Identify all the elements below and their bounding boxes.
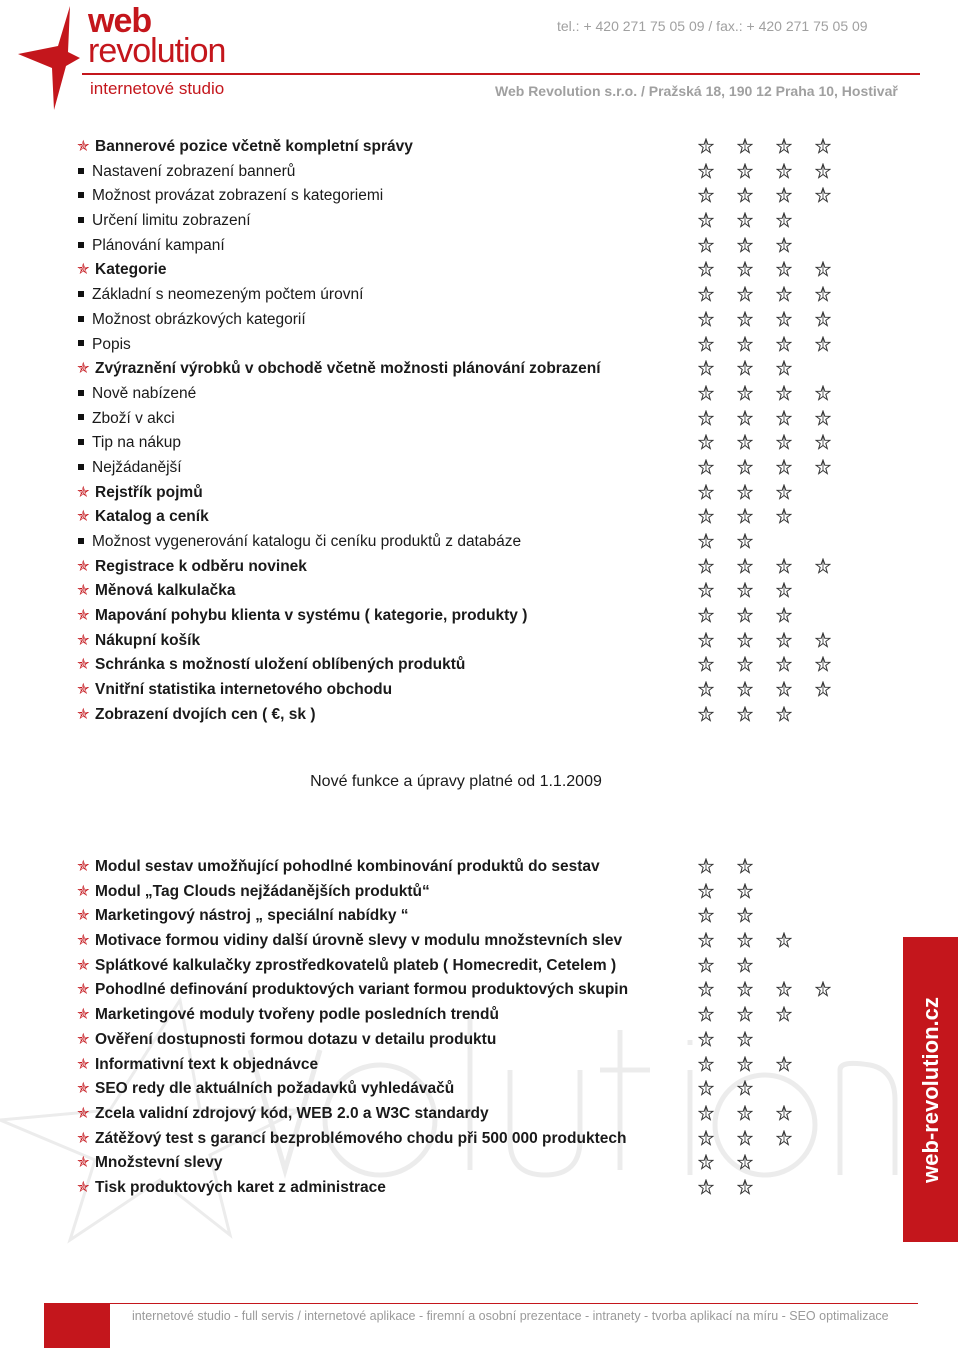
- red-star-bullet-icon: ✯: [77, 858, 90, 875]
- feature-text: Určení limitu zobrazení: [92, 212, 251, 230]
- feature-row: [76, 505, 856, 530]
- feature-label: [76, 234, 225, 258]
- rating-star-icon: [698, 360, 714, 376]
- rating-star-icon: [737, 883, 753, 899]
- feature-text: Zboží v akci: [92, 409, 175, 427]
- feature-text: Schránka s možností uložení oblíbených produktů: [95, 656, 466, 674]
- rating-star-icon: [776, 410, 792, 426]
- rating-star-icon: [776, 656, 792, 672]
- rating-star-icon: [815, 558, 831, 574]
- header-divider: [82, 73, 920, 75]
- feature-label: [76, 135, 413, 159]
- feature-row: [76, 283, 856, 308]
- rating-star-icon: [776, 1105, 792, 1121]
- rating-star-icon: [737, 607, 753, 623]
- feature-row: [76, 904, 856, 929]
- rating-star-icon: [776, 138, 792, 154]
- red-star-bullet-icon: ✯: [77, 1080, 90, 1098]
- rating-star-icon: [737, 907, 753, 923]
- feature-label: [76, 456, 182, 480]
- feature-row: [76, 1151, 856, 1176]
- red-star-bullet-icon: ✯: [77, 1030, 90, 1048]
- feature-row: [76, 308, 856, 333]
- feature-text: Tisk produktových karet z administrace: [95, 1178, 386, 1196]
- rating-star-icon: [737, 981, 753, 997]
- feature-label: [76, 1176, 386, 1200]
- rating-star-icon: [698, 1130, 714, 1146]
- feature-row: [76, 1003, 856, 1028]
- rating-star-icon: [698, 1080, 714, 1096]
- feature-row: [76, 481, 856, 506]
- rating-star-icon: [698, 410, 714, 426]
- rating-star-icon: [737, 286, 753, 302]
- feature-text: Bannerové pozice včetně kompletní správy: [95, 138, 413, 155]
- rating-star-icon: [737, 1006, 753, 1022]
- red-star-bullet-icon: ✯: [77, 656, 90, 674]
- square-bullet-icon: [78, 414, 84, 420]
- side-badge-text: web-revolution.cz: [917, 996, 943, 1183]
- rating-star-icon: [698, 237, 714, 253]
- rating-star-icon: [815, 286, 831, 302]
- rating-star-icon: [737, 681, 753, 697]
- feature-text: Nejžádanější: [92, 458, 182, 476]
- red-star-bullet-icon: ✯: [77, 261, 90, 279]
- feature-row: [76, 184, 856, 209]
- rating-star-icon: [698, 1031, 714, 1047]
- feature-text: Možnost obrázkových kategorií: [92, 310, 306, 328]
- square-bullet-icon: [78, 538, 84, 544]
- rating-star-icon: [815, 261, 831, 277]
- feature-label: [76, 978, 628, 1002]
- feature-row: [76, 456, 856, 481]
- rating-star-icon: [815, 459, 831, 475]
- rating-star-icon: [698, 286, 714, 302]
- rating-star-icon: [737, 336, 753, 352]
- rating-star-icon: [698, 932, 714, 948]
- rating-star-icon: [815, 138, 831, 154]
- rating-star-icon: [698, 508, 714, 524]
- feature-label: [76, 604, 527, 628]
- feature-label: [76, 855, 600, 879]
- rating-star-icon: [776, 607, 792, 623]
- rating-star-icon: [737, 261, 753, 277]
- feature-row: [76, 703, 856, 728]
- red-star-bullet-icon: ✯: [77, 681, 90, 699]
- square-bullet-icon: [78, 242, 84, 248]
- rating-star-icon: [776, 981, 792, 997]
- rating-star-icon: [737, 385, 753, 401]
- feature-text: Kategorie: [95, 261, 167, 279]
- feature-row: [76, 160, 856, 185]
- rating-star-icon: [737, 1105, 753, 1121]
- feature-label: [76, 481, 203, 505]
- rating-star-icon: [698, 1105, 714, 1121]
- feature-text: Informativní text k objednávce: [95, 1055, 319, 1073]
- rating-star-icon: [698, 582, 714, 598]
- feature-label: [76, 530, 521, 554]
- rating-star-icon: [737, 858, 753, 874]
- feature-text: Základní s neomezeným počtem úrovní: [92, 286, 364, 304]
- rating-star-icon: [815, 410, 831, 426]
- feature-row: [76, 407, 856, 432]
- rating-star-icon: [815, 385, 831, 401]
- feature-label: [76, 1003, 499, 1027]
- square-bullet-icon: [78, 464, 84, 470]
- rating-star-icon: [776, 311, 792, 327]
- rating-star-icon: [737, 656, 753, 672]
- rating-star-icon: [776, 212, 792, 228]
- square-bullet-icon: [78, 192, 84, 198]
- rating-star-icon: [698, 1006, 714, 1022]
- feature-label: [76, 629, 200, 653]
- footer-block: [44, 1303, 110, 1348]
- rating-star-icon: [776, 163, 792, 179]
- feature-row: [76, 1028, 856, 1053]
- red-star-bullet-icon: ✯: [77, 1154, 90, 1172]
- feature-row: [76, 555, 856, 580]
- rating-star-icon: [737, 459, 753, 475]
- rating-star-icon: [737, 163, 753, 179]
- square-bullet-icon: [78, 340, 84, 346]
- rating-star-icon: [737, 484, 753, 500]
- rating-star-icon: [776, 484, 792, 500]
- rating-star-icon: [698, 907, 714, 923]
- red-star-bullet-icon: ✯: [77, 582, 90, 600]
- red-star-bullet-icon: ✯: [77, 360, 90, 378]
- feature-label: [76, 357, 601, 381]
- square-bullet-icon: [78, 439, 84, 445]
- rating-star-icon: [776, 706, 792, 722]
- feature-text: Katalog a ceník: [95, 508, 209, 526]
- feature-label: [76, 929, 622, 953]
- rating-star-icon: [815, 163, 831, 179]
- rating-star-icon: [698, 187, 714, 203]
- red-star-bullet-icon: ✯: [77, 932, 90, 950]
- rating-star-icon: [815, 681, 831, 697]
- rating-star-icon: [737, 932, 753, 948]
- rating-star-icon: [698, 434, 714, 450]
- rating-star-icon: [698, 212, 714, 228]
- feature-label: [76, 954, 616, 978]
- rating-star-icon: [698, 385, 714, 401]
- rating-star-icon: [698, 1154, 714, 1170]
- feature-text: Modul sestav umožňující pohodlné kombinování produktů do sestav: [95, 858, 600, 875]
- rating-star-icon: [737, 957, 753, 973]
- rating-star-icon: [698, 981, 714, 997]
- logo-word-revolution: revolution: [88, 32, 226, 70]
- feature-row: [76, 431, 856, 456]
- feature-row: [76, 258, 856, 283]
- rating-star-icon: [737, 582, 753, 598]
- feature-label: [76, 653, 465, 677]
- square-bullet-icon: [78, 390, 84, 396]
- rating-star-icon: [737, 138, 753, 154]
- feature-text: Zobrazení dvojích cen ( €, sk ): [95, 705, 316, 723]
- feature-row: [76, 678, 856, 703]
- feature-label: [76, 160, 295, 184]
- feature-text: Marketingový nástroj „ speciální nabídky “: [95, 907, 409, 925]
- feature-label: [76, 1053, 318, 1077]
- rating-star-icon: [737, 533, 753, 549]
- red-star-bullet-icon: ✯: [77, 956, 90, 974]
- red-star-bullet-icon: ✯: [77, 1104, 90, 1122]
- feature-text: Plánování kampaní: [92, 236, 225, 254]
- red-star-bullet-icon: ✯: [77, 1129, 90, 1147]
- feature-row: [76, 209, 856, 234]
- rating-star-icon: [737, 706, 753, 722]
- feature-row: [76, 333, 856, 358]
- rating-star-icon: [698, 533, 714, 549]
- rating-star-icon: [698, 607, 714, 623]
- rating-star-icon: [698, 336, 714, 352]
- feature-row: [76, 855, 856, 880]
- feature-text: Možnost vygenerování katalogu či ceníku produktů z databáze: [92, 533, 522, 550]
- feature-row: [76, 135, 856, 160]
- feature-label: [76, 678, 392, 702]
- rating-star-icon: [776, 237, 792, 253]
- feature-label: [76, 1127, 626, 1151]
- feature-text: Ověření dostupnosti formou dotazu v detailu produktu: [95, 1030, 497, 1048]
- red-star-bullet-icon: ✯: [77, 1055, 90, 1073]
- red-star-bullet-icon: ✯: [77, 1006, 90, 1024]
- rating-star-icon: [815, 336, 831, 352]
- rating-star-icon: [776, 1056, 792, 1072]
- logo-star-icon: [18, 6, 80, 110]
- feature-text: Zvýraznění výrobků v obchodě včetně možnosti plánování zobrazení: [95, 360, 601, 378]
- feature-label: [76, 184, 383, 208]
- rating-star-icon: [737, 410, 753, 426]
- rating-star-icon: [776, 187, 792, 203]
- rating-star-icon: [698, 311, 714, 327]
- feature-label: [76, 703, 316, 727]
- rating-star-icon: [776, 385, 792, 401]
- feature-text: Pohodlné definování produktových variant formou produktových skupin: [95, 981, 629, 999]
- rating-star-icon: [698, 163, 714, 179]
- rating-star-icon: [698, 632, 714, 648]
- feature-row: [76, 929, 856, 954]
- feature-row: [76, 579, 856, 604]
- feature-label: [76, 431, 181, 455]
- feature-label: [76, 308, 306, 332]
- rating-star-icon: [737, 558, 753, 574]
- rating-star-icon: [776, 508, 792, 524]
- rating-star-icon: [698, 957, 714, 973]
- rating-star-icon: [776, 434, 792, 450]
- rating-star-icon: [737, 1179, 753, 1195]
- red-star-bullet-icon: ✯: [77, 882, 90, 900]
- rating-star-icon: [737, 1031, 753, 1047]
- rating-star-icon: [815, 311, 831, 327]
- feature-text: Rejstřík pojmů: [95, 483, 203, 501]
- feature-row: [76, 978, 856, 1003]
- rating-star-icon: [698, 656, 714, 672]
- feature-label: [76, 1102, 489, 1126]
- rating-star-icon: [776, 261, 792, 277]
- rating-star-icon: [698, 459, 714, 475]
- rating-star-icon: [737, 1154, 753, 1170]
- feature-label: [76, 1028, 496, 1052]
- red-star-bullet-icon: ✯: [77, 508, 90, 526]
- feature-text: Modul „Tag Clouds nejžádanějších produktů“: [95, 882, 430, 900]
- feature-text: Registrace k odběru novinek: [95, 557, 307, 575]
- section-heading: Nové funkce a úpravy platné od 1.1.2009: [310, 773, 602, 790]
- square-bullet-icon: [78, 316, 84, 322]
- feature-label: [76, 333, 131, 357]
- rating-star-icon: [737, 1130, 753, 1146]
- feature-text: Tip na nákup: [92, 434, 182, 452]
- rating-star-icon: [776, 360, 792, 376]
- feature-label: [76, 505, 209, 529]
- feature-row: [76, 382, 856, 407]
- feature-text: Marketingové moduly tvořeny podle posledních trendů: [95, 1006, 499, 1024]
- red-star-bullet-icon: ✯: [77, 907, 90, 925]
- rating-star-icon: [776, 459, 792, 475]
- feature-label: [76, 1151, 223, 1175]
- rating-star-icon: [737, 1080, 753, 1096]
- feature-row: [76, 530, 856, 555]
- red-star-bullet-icon: ✯: [77, 631, 90, 649]
- rating-star-icon: [698, 883, 714, 899]
- feature-text: Nastavení zobrazení bannerů: [92, 162, 296, 180]
- red-star-bullet-icon: ✯: [77, 705, 90, 723]
- rating-star-icon: [737, 212, 753, 228]
- rating-star-icon: [737, 434, 753, 450]
- red-star-bullet-icon: ✯: [77, 557, 90, 575]
- rating-star-icon: [737, 237, 753, 253]
- feature-text: Popis: [92, 335, 131, 353]
- red-star-bullet-icon: ✯: [77, 1178, 90, 1196]
- rating-star-icon: [698, 1179, 714, 1195]
- rating-star-icon: [737, 1056, 753, 1072]
- rating-star-icon: [737, 311, 753, 327]
- rating-star-icon: [776, 286, 792, 302]
- red-star-bullet-icon: ✯: [77, 607, 90, 625]
- red-star-bullet-icon: ✯: [77, 483, 90, 501]
- feature-text: Motivace formou vidiny další úrovně slevy v modulu množstevních slev: [95, 932, 623, 950]
- feature-row: [76, 954, 856, 979]
- rating-star-icon: [776, 582, 792, 598]
- rating-star-icon: [737, 187, 753, 203]
- header-contacts: tel.: + 420 271 75 05 09 / fax.: + 420 271 75 05 09: [557, 18, 868, 34]
- feature-label: [76, 555, 307, 579]
- rating-star-icon: [776, 1130, 792, 1146]
- rating-star-icon: [776, 932, 792, 948]
- rating-star-icon: [737, 632, 753, 648]
- feature-row: [76, 653, 856, 678]
- feature-label: [76, 579, 235, 603]
- feature-row: [76, 1127, 856, 1152]
- feature-label: [76, 209, 251, 233]
- feature-label: [76, 283, 363, 307]
- feature-row: [76, 629, 856, 654]
- rating-star-icon: [698, 681, 714, 697]
- rating-star-icon: [776, 336, 792, 352]
- rating-star-icon: [698, 706, 714, 722]
- red-star-bullet-icon: ✯: [77, 981, 90, 999]
- rating-star-icon: [815, 434, 831, 450]
- rating-star-icon: [815, 656, 831, 672]
- feature-label: [76, 880, 430, 904]
- feature-row: [76, 604, 856, 629]
- rating-star-icon: [698, 484, 714, 500]
- square-bullet-icon: [78, 217, 84, 223]
- footer-text: internetové studio - full servis / internetové aplikace - firemní a osobní prezentace - intranety - tvorba aplikací na míru - SEO optimalizace: [132, 1309, 889, 1323]
- feature-row: [76, 1176, 856, 1201]
- feature-text: Nákupní košík: [95, 631, 201, 649]
- rating-star-icon: [776, 1006, 792, 1022]
- rating-star-icon: [698, 138, 714, 154]
- feature-text: Měnová kalkulačka: [95, 582, 236, 600]
- feature-text: Zcela validní zdrojový kód, WEB 2.0 a W3C standardy: [95, 1104, 489, 1122]
- feature-text: Nově nabízené: [92, 384, 197, 402]
- rating-star-icon: [698, 261, 714, 277]
- feature-text: Zátěžový test s garancí bezproblémového chodu při 500 000 produktech: [95, 1129, 627, 1147]
- feature-list: [76, 135, 856, 728]
- feature-row: [76, 234, 856, 259]
- logo-tagline: internetové studio: [90, 79, 225, 98]
- rating-star-icon: [815, 981, 831, 997]
- feature-text: Možnost provázat zobrazení s kategoriemi: [92, 187, 384, 205]
- feature-label: [76, 904, 409, 928]
- rating-star-icon: [698, 858, 714, 874]
- red-star-bullet-icon: ✯: [77, 138, 90, 155]
- feature-row: [76, 1077, 856, 1102]
- feature-text: Množstevní slevy: [95, 1154, 223, 1172]
- rating-star-icon: [815, 632, 831, 648]
- feature-text: Vnitřní statistika internetového obchodu: [95, 681, 393, 699]
- footer-divider: [110, 1303, 918, 1304]
- rating-star-icon: [815, 187, 831, 203]
- square-bullet-icon: [78, 168, 84, 174]
- side-badge: [903, 937, 958, 1242]
- feature-row: [76, 880, 856, 905]
- feature-label: [76, 382, 196, 406]
- rating-star-icon: [776, 632, 792, 648]
- header-address: Web Revolution s.r.o. / Pražská 18, 190 12 Praha 10, Hostivař: [495, 83, 898, 99]
- square-bullet-icon: [78, 291, 84, 297]
- feature-label: [76, 407, 175, 431]
- rating-star-icon: [737, 508, 753, 524]
- feature-label: [76, 1077, 454, 1101]
- rating-star-icon: [737, 360, 753, 376]
- rating-star-icon: [698, 1056, 714, 1072]
- feature-row: [76, 357, 856, 382]
- feature-row: [76, 1102, 856, 1127]
- feature-row: [76, 1053, 856, 1078]
- feature-text: Mapování pohybu klienta v systému ( kategorie, produkty ): [95, 607, 528, 625]
- new-feature-list: [76, 855, 856, 1201]
- feature-text: Splátkové kalkulačky zprostředkovatelů plateb ( Homecredit, Cetelem ): [95, 956, 617, 974]
- logo-word-web: web: [88, 2, 152, 40]
- feature-label: [76, 258, 167, 282]
- feature-text: SEO redy dle aktuálních požadavků vyhledávačů: [95, 1080, 455, 1098]
- rating-star-icon: [698, 558, 714, 574]
- rating-star-icon: [776, 558, 792, 574]
- rating-star-icon: [776, 681, 792, 697]
